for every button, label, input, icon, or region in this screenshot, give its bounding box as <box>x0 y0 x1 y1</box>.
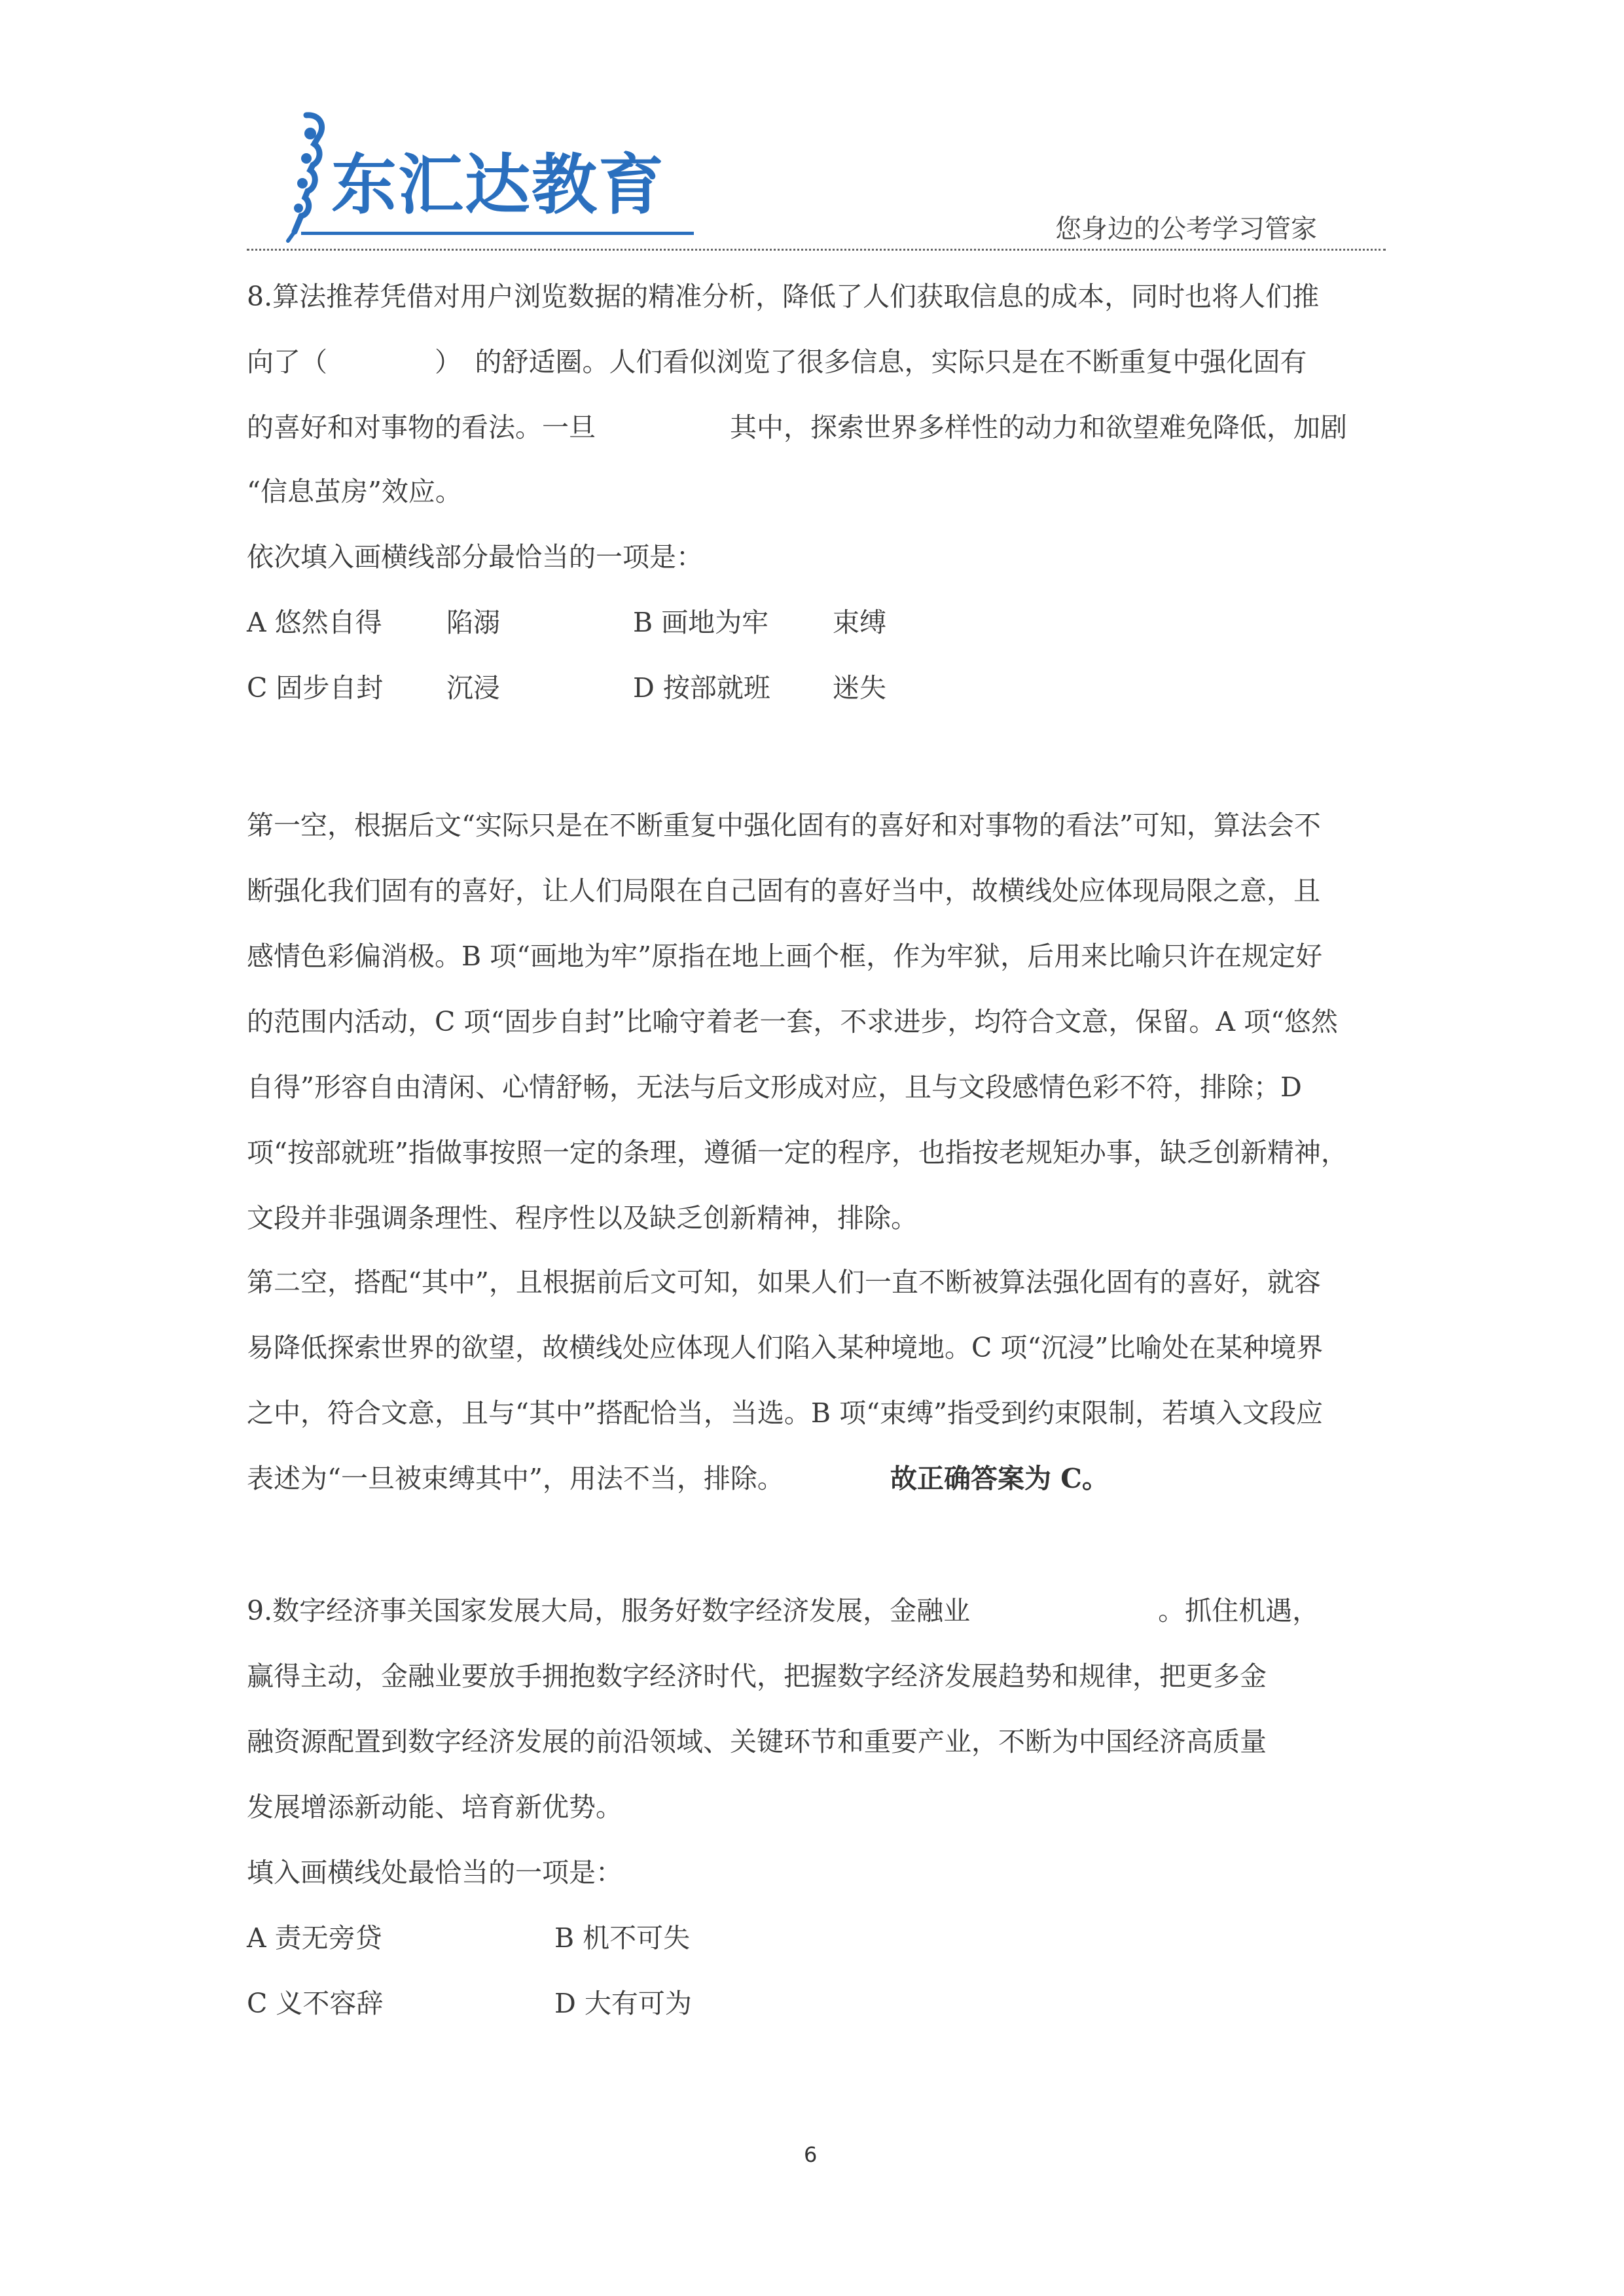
logo-underline <box>301 232 694 235</box>
analysis-line-1: 第一空，根据后文“实际只是在不断重复中强化固有的喜好和对事物的看法”可知，算法会不 <box>247 810 1321 841</box>
option-letter: B <box>633 607 653 638</box>
q8-line-1: 8.算法推荐凭借对用户浏览数据的精准分析，降低了人们获取信息的成本，同时也将人们推 <box>247 281 1320 312</box>
option-word-1: 画地为牢 <box>661 607 769 638</box>
analysis-line-3: 感情色彩偏消极。B 项“画地为牢”原指在地上画个框，作为牢狱，后用来比喻只许在规定好 <box>247 941 1323 972</box>
logo <box>275 110 694 244</box>
q8-prompt: 依次填入画横线部分最恰当的一项是： <box>247 541 703 573</box>
option-word-1: 按部就班 <box>662 672 770 704</box>
q8-option-a <box>247 603 382 641</box>
q9-line-3: 融资源配置到数字经济发展的前沿领域、关键环节和重要产业，不断为中国经济高质量 <box>247 1726 1267 1757</box>
q8-option-d-word-2: 迷失 <box>833 672 886 704</box>
q9-prompt: 填入画横线处最恰当的一项是： <box>247 1857 623 1888</box>
q9-line-1: 9.数字经济事关国家发展大局，服务好数字经济发展，金融业 。抓住机遇， <box>247 1595 1320 1626</box>
q8-option-d <box>633 669 770 707</box>
option-letter: A <box>247 607 266 638</box>
option-word-1: 固步自封 <box>276 672 384 704</box>
analysis-line-6: 项“按部就班”指做事按照一定的条理，遵循一定的程序，也指按老规矩办事，缺乏创新精神， <box>247 1137 1348 1168</box>
q8-line-2: 向了（ ） 的舒适圈。人们看似浏览了很多信息，实际只是在不断重复中强化固有 <box>247 346 1307 378</box>
analysis-line-2: 断强化我们固有的喜好，让人们局限在自己固有的喜好当中，故横线处应体现局限之意，且 <box>247 875 1320 906</box>
q8-option-a-word-2: 陷溺 <box>446 607 500 638</box>
analysis-line-4: 的范围内活动，C 项“固步自封”比喻守着老一套，不求进步，均符合文意，保留。A 项“悠然 <box>247 1006 1338 1037</box>
q8-option-b <box>633 603 768 641</box>
analysis-line-7: 文段并非强调条理性、程序性以及缺乏创新精神，排除。 <box>247 1202 918 1234</box>
logo-text: 东汇达教育 <box>331 147 665 223</box>
analysis-line-9: 易降低探索世界的欲望，故横线处应体现人们陷入某种境地。C 项“沉浸”比喻处在某种境界 <box>247 1332 1324 1363</box>
q9-option-a: A 责无旁贷 <box>247 1922 382 1954</box>
correct-answer: 故正确答案为 C。 <box>890 1463 1109 1494</box>
header-slogan: 您身边的公考学习管家 <box>1055 214 1317 244</box>
header-divider <box>247 249 1386 251</box>
option-letter: D <box>633 672 655 704</box>
analysis-line-8: 第二空，搭配“其中”，且根据前后文可知，如果人们一直不断被算法强化固有的喜好，就容 <box>247 1266 1321 1298</box>
q8-option-b-word-2: 束缚 <box>833 607 886 638</box>
q8-line-4: “信息茧房”效应。 <box>247 476 462 507</box>
q8-option-c <box>247 669 383 707</box>
option-word-1: 悠然自得 <box>274 607 382 638</box>
analysis-line-11: 表述为“一旦被束缚其中”，用法不当，排除。 <box>247 1463 784 1494</box>
analysis-line-5: 自得”形容自由清闲、心情舒畅，无法与后文形成对应，且与文段感情色彩不符，排除；D <box>247 1071 1302 1103</box>
page-number: 6 <box>804 2142 818 2167</box>
q9-line-2: 赢得主动，金融业要放手拥抱数字经济时代，把握数字经济发展趋势和规律，把更多金 <box>247 1660 1267 1692</box>
option-letter: C <box>247 672 268 704</box>
analysis-line-10: 之中，符合文意，且与“其中”搭配恰当，当选。B 项“束缚”指受到约束限制，若填入文段应 <box>247 1397 1323 1429</box>
q9-option-c: C 义不容辞 <box>247 1988 384 2019</box>
q9-option-b: B 机不可失 <box>554 1922 691 1954</box>
q9-line-4: 发展增添新动能、培育新优势。 <box>247 1791 623 1823</box>
q8-option-c-word-2: 沉浸 <box>446 672 500 704</box>
q8-line-3: 的喜好和对事物的看法。一旦 其中，探索世界多样性的动力和欲望难免降低，加剧 <box>247 412 1347 443</box>
q9-option-d: D 大有可为 <box>554 1988 692 2019</box>
